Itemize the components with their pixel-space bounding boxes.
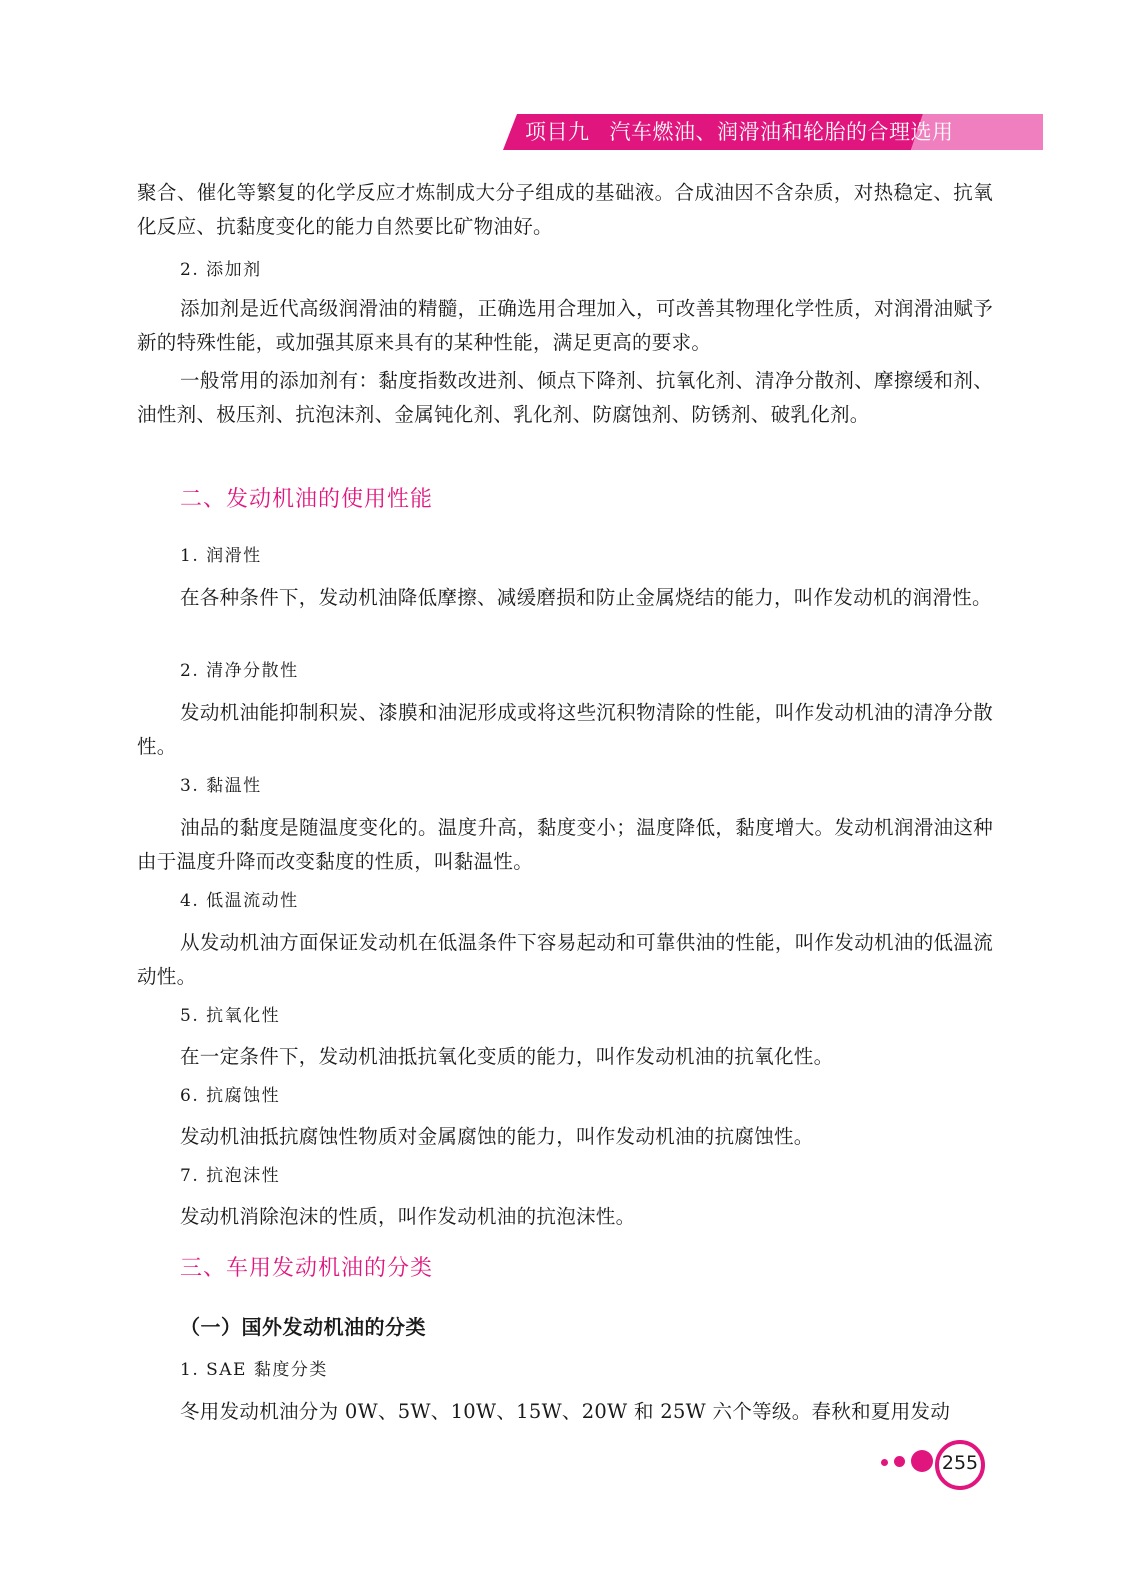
paragraph: 冬用发动机油分为 0W、5W、10W、15W、20W 和 25W 六个等级。春秋和夏用发动 — [180, 1400, 951, 1423]
decorative-dot-medium — [894, 1456, 905, 1467]
decorative-dot-large — [911, 1450, 933, 1472]
subsection-title: （一）国外发动机油的分类 — [180, 1315, 426, 1339]
page-number-badge — [935, 1440, 985, 1490]
page-number: 255 — [941, 1452, 979, 1474]
numbered-heading: 4. 低温流动性 — [180, 891, 299, 911]
page-number-area — [878, 1438, 998, 1488]
section-title: 二、发动机油的使用性能 — [180, 487, 434, 512]
chapter-title — [525, 118, 954, 146]
paragraph: 在各种条件下，发动机油降低摩擦、减缓磨损和防止金属烧结的能力，叫作发动机的润滑性。 — [180, 586, 992, 609]
numbered-heading: 1. SAE 黏度分类 — [180, 1360, 328, 1380]
decorative-dot-small — [881, 1459, 888, 1466]
paragraph: 一般常用的添加剂有：黏度指数改进剂、倾点下降剂、抗氧化剂、清净分散剂、摩擦缓和剂、油性剂、极压剂、抗泡沫剂、金属钝化剂、乳化剂、防腐蚀剂、防锈剂、破乳化剂。 — [137, 369, 993, 426]
section-title: 三、车用发动机油的分类 — [180, 1256, 434, 1281]
numbered-heading: 3. 黏温性 — [180, 776, 262, 796]
paragraph: 从发动机油方面保证发动机在低温条件下容易起动和可靠供油的性能，叫作发动机油的低温流动性。 — [137, 931, 993, 988]
numbered-heading: 1. 润滑性 — [180, 546, 262, 566]
numbered-heading: 2. 添加剂 — [180, 260, 262, 280]
paragraph: 添加剂是近代高级润滑油的精髓，正确选用合理加入，可改善其物理化学性质，对润滑油赋予新的特殊性能，或加强其原来具有的某种性能，满足更高的要求。 — [137, 297, 993, 354]
chapter-title-text: 汽车燃油、润滑油和轮胎的合理选用 — [609, 120, 954, 144]
paragraph: 发动机油抵抗腐蚀性物质对金属腐蚀的能力，叫作发动机油的抗腐蚀性。 — [180, 1125, 814, 1148]
paragraph: 油品的黏度是随温度变化的。温度升高，黏度变小；温度降低，黏度增大。发动机润滑油这种由于温度升降而改变黏度的性质，叫黏温性。 — [137, 816, 993, 873]
paragraph: 发动机消除泡沫的性质，叫作发动机油的抗泡沫性。 — [180, 1205, 636, 1228]
numbered-heading: 7. 抗泡沫性 — [180, 1166, 281, 1186]
numbered-heading: 6. 抗腐蚀性 — [180, 1086, 281, 1106]
paragraph: 在一定条件下，发动机油抵抗氧化变质的能力，叫作发动机油的抗氧化性。 — [180, 1045, 834, 1068]
project-label: 项目九 — [525, 120, 590, 144]
chapter-header-banner — [503, 114, 1043, 150]
numbered-heading: 2. 清净分散性 — [180, 661, 299, 681]
paragraph: 聚合、催化等繁复的化学反应才炼制成大分子组成的基础液。合成油因不含杂质，对热稳定、抗氧化反应、抗黏度变化的能力自然要比矿物油好。 — [137, 181, 993, 238]
numbered-heading: 5. 抗氧化性 — [180, 1006, 281, 1026]
paragraph: 发动机油能抑制积炭、漆膜和油泥形成或将这些沉积物清除的性能，叫作发动机油的清净分散性。 — [137, 701, 993, 758]
